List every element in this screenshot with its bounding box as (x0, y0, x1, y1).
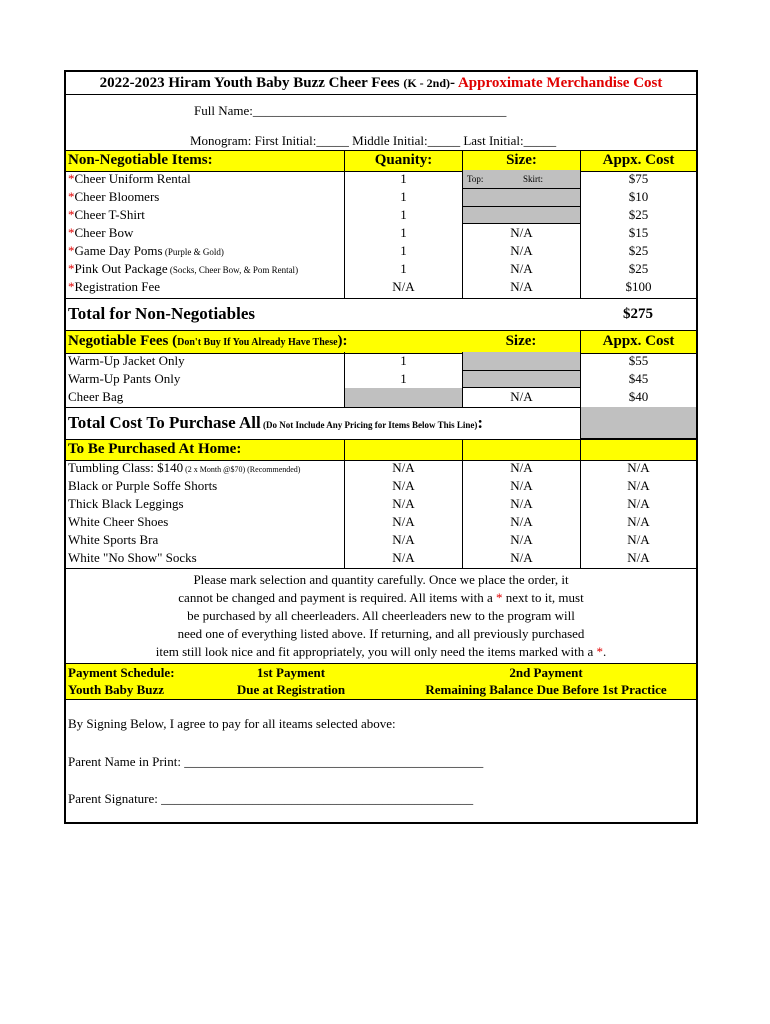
text-span: * (68, 171, 75, 186)
table-row (66, 352, 696, 370)
size-cell[interactable] (462, 352, 580, 370)
text-span: Cheer T-Shirt (74, 207, 145, 222)
text-span: be purchased by all cheerleaders. All cheerleaders new to the program will (187, 608, 575, 623)
total-all-label (68, 410, 483, 438)
title-grade: (K - 2nd) (403, 76, 451, 90)
table-cell (66, 206, 344, 224)
negotiable-header (66, 331, 462, 353)
text-span: Total Cost To Purchase All (68, 413, 261, 432)
text-span: ): (337, 333, 348, 349)
table-cell (462, 440, 580, 460)
text-span: Skirt: (523, 174, 544, 184)
size-cell[interactable] (462, 206, 580, 224)
table-cell: N/A (580, 477, 696, 495)
fee-form (64, 70, 698, 824)
quantity-cell[interactable]: 1 (344, 188, 462, 206)
table-cell: Thick Black Leggings (68, 496, 184, 511)
text-span: * (68, 279, 75, 294)
text-span: Don't Buy If You Already Have These (177, 337, 338, 348)
title-main: 2022-2023 Hiram Youth Baby Buzz Cheer Fees (99, 75, 400, 91)
text-span: item still look nice and fit appropriately, you will only need the items marked with a (155, 644, 597, 659)
text-span: : (477, 413, 484, 432)
table-cell: N/A (462, 495, 580, 513)
table-cell: N/A (462, 549, 580, 568)
text-span: * (68, 207, 75, 222)
table-row (66, 459, 696, 477)
divider (66, 568, 696, 569)
table-cell: N/A (462, 459, 580, 477)
text-span: Top: (467, 174, 484, 184)
table-cell: Warm-Up Pants Only (68, 371, 181, 386)
cost-cell: $25 (580, 242, 696, 260)
size-cell[interactable] (462, 188, 580, 206)
table-row (66, 477, 696, 495)
order-notice (66, 571, 696, 661)
home-header: To Be Purchased At Home: (68, 441, 242, 457)
table-cell: N/A (580, 549, 696, 568)
text-span: * (596, 644, 603, 659)
text-span: cannot be changed and payment is required. All items with a (178, 590, 496, 605)
table-row (66, 513, 696, 531)
title-dash: - (450, 75, 458, 91)
text-span: need one of everything listed above. If returning, and all previously purchased (177, 626, 585, 641)
text-span: Pink Out Package (74, 261, 168, 276)
table-cell: N/A (344, 531, 462, 549)
title-approx: Approximate Merchandise Cost (457, 75, 663, 91)
table-cell (66, 188, 344, 206)
text-span: Cheer Uniform Rental (74, 171, 191, 186)
quantity-cell[interactable]: 1 (344, 206, 462, 224)
cost-cell: $15 (580, 224, 696, 242)
text-span: * (495, 590, 503, 605)
text-span: Negotiable Fees ( (68, 333, 178, 349)
text-span: (Recommended) (245, 465, 301, 474)
text-span: Cheer Bow (74, 225, 134, 240)
table-cell: White Sports Bra (68, 532, 159, 547)
payment-program: Youth Baby Buzz (68, 682, 165, 697)
non-negotiable-total-value: $275 (623, 306, 653, 322)
table-cell: N/A (462, 477, 580, 495)
form-title (66, 72, 696, 94)
table-cell: Black or Purple Soffe Shorts (68, 478, 218, 493)
text-span: next to it, must (502, 590, 584, 605)
table-row (66, 224, 696, 242)
table-cell: N/A (344, 459, 462, 477)
text-span: Game Day Poms (74, 243, 163, 258)
table-row (66, 278, 696, 298)
divider (66, 94, 696, 95)
second-payment-label: 2nd Payment (509, 665, 583, 680)
quantity-cell[interactable]: 1 (344, 370, 462, 388)
first-payment-label: 1st Payment (256, 665, 326, 680)
table-row (66, 388, 696, 407)
table-cell: White "No Show" Socks (68, 550, 197, 565)
text-span: . (602, 644, 607, 659)
table-cell (66, 170, 344, 188)
non-negotiable-header: Non-Negotiable Items: (68, 152, 213, 168)
table-row (66, 260, 696, 278)
text-span (226, 664, 356, 698)
table-cell: N/A (344, 549, 462, 568)
table-cell (344, 440, 462, 460)
quantity-cell[interactable]: 1 (344, 224, 462, 242)
text-span: (Purple & Gold) (162, 247, 224, 257)
size-cell: N/A (462, 260, 580, 278)
table-cell: N/A (344, 513, 462, 531)
cost-cell: $45 (580, 370, 696, 388)
quantity-cell[interactable]: 1 (344, 260, 462, 278)
payment-schedule (66, 663, 696, 700)
cost-cell: $25 (580, 260, 696, 278)
table-cell: N/A (344, 495, 462, 513)
table-row (66, 531, 696, 549)
table-cell (66, 459, 344, 477)
size-cell: N/A (462, 224, 580, 242)
text-span: (2 x Month @$70) (183, 465, 246, 474)
negotiable-header-row (66, 330, 696, 354)
table-cell: Warm-Up Jacket Only (68, 353, 185, 368)
table-cell (580, 440, 696, 460)
uniform-size-cell[interactable] (462, 170, 580, 188)
text-span: (Socks, Cheer Bow, & Pom Rental) (167, 265, 299, 275)
agreement-text: By Signing Below, I agree to pay for all iteams selected above: (68, 716, 396, 731)
quantity-cell[interactable] (344, 388, 462, 407)
table-cell: N/A (462, 531, 580, 549)
cost-cell: $55 (580, 352, 696, 370)
table-row (66, 206, 696, 224)
quantity-cell[interactable]: 1 (344, 242, 462, 260)
monogram-field[interactable] (190, 132, 556, 150)
text-span (68, 664, 175, 698)
table-cell: N/A (580, 531, 696, 549)
table-cell (66, 224, 344, 242)
text-span (66, 589, 696, 607)
home-header-row (66, 439, 696, 461)
non-negotiable-header-row (66, 150, 696, 172)
text-span (66, 643, 696, 661)
text-span: Monogram: First Initial:_____ Middle Initial:_____ Last Initial:_____ (190, 133, 557, 148)
table-cell: N/A (344, 477, 462, 495)
table-row (66, 370, 696, 388)
parent-signature-field[interactable]: Parent Signature: ________________________________________________ (68, 791, 474, 806)
table-row (66, 495, 696, 513)
first-payment-value: Due at Registration (236, 682, 346, 697)
size-cell[interactable] (462, 370, 580, 388)
table-cell (66, 278, 344, 298)
text-span: Tumbling Class: $140 (68, 460, 184, 475)
table-row (66, 242, 696, 260)
quantity-column-header: Quanity: (344, 151, 462, 171)
negotiable-size-header: Size: (505, 333, 537, 349)
divider (66, 298, 696, 299)
quantity-cell[interactable]: 1 (344, 352, 462, 370)
cost-column-header: Appx. Cost (580, 151, 696, 171)
table-row (66, 188, 696, 206)
table-row (66, 549, 696, 568)
full-name-field[interactable] (194, 102, 506, 120)
text-span: * (68, 243, 75, 258)
text-span: Full Name:_______________________________________ (194, 103, 507, 118)
payment-schedule-label: Payment Schedule: (68, 665, 175, 680)
parent-name-field[interactable]: Parent Name in Print: ______________________________________________ (68, 754, 484, 769)
quantity-cell: N/A (344, 278, 462, 298)
table-cell: N/A (580, 459, 696, 477)
table-cell: N/A (580, 495, 696, 513)
text-span: Cheer Bloomers (74, 189, 160, 204)
non-negotiable-total-label: Total for Non-Negotiables (68, 304, 255, 323)
size-cell: N/A (462, 388, 580, 407)
quantity-cell[interactable]: 1 (344, 170, 462, 188)
table-cell: Cheer Bag (68, 389, 124, 404)
text-span: * (68, 261, 75, 276)
text-span: * (68, 225, 75, 240)
cost-cell: $10 (580, 188, 696, 206)
text-span: (Do Not Include Any Pricing for Items Below This Line) (260, 420, 478, 430)
text-span (396, 664, 696, 698)
table-cell (66, 242, 344, 260)
cost-cell: $75 (580, 170, 696, 188)
text-span: * (68, 189, 75, 204)
table-cell: N/A (580, 513, 696, 531)
cost-cell: $25 (580, 206, 696, 224)
text-span: Registration Fee (74, 279, 161, 294)
second-payment-value: Remaining Balance Due Before 1st Practice (425, 682, 667, 697)
table-cell: White Cheer Shoes (68, 514, 169, 529)
negotiable-cost-header: Appx. Cost (580, 331, 696, 353)
total-all-value[interactable] (580, 407, 696, 439)
table-cell (66, 260, 344, 278)
size-cell: N/A (462, 242, 580, 260)
text-span: Please mark selection and quantity carefully. Once we place the order, it (193, 572, 569, 587)
cost-cell: $40 (580, 388, 696, 407)
table-row (66, 170, 696, 188)
size-column-header: Size: (462, 151, 580, 171)
cost-cell: $100 (580, 278, 696, 298)
size-cell: N/A (462, 278, 580, 298)
table-cell: N/A (462, 513, 580, 531)
